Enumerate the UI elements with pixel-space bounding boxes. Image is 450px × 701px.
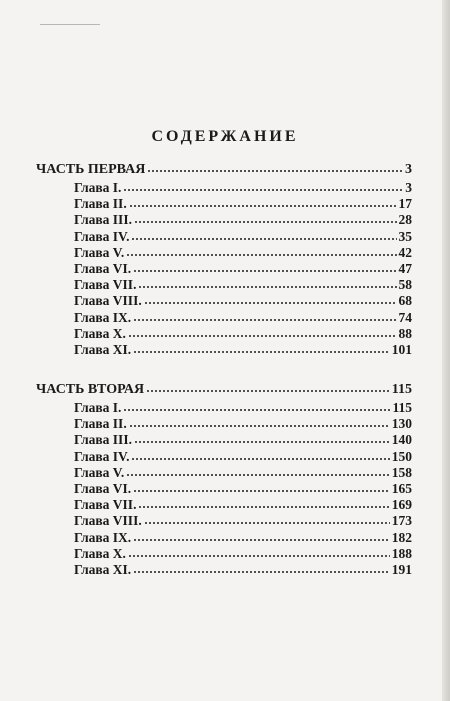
chapter-title: Глава VI. <box>74 260 132 276</box>
page-number: 188 <box>391 545 412 561</box>
toc-entry[interactable] <box>36 481 412 497</box>
toc-entry[interactable] <box>36 562 412 578</box>
chapter-title: Глава V. <box>74 464 125 480</box>
dot-leader <box>133 345 390 354</box>
chapter-title: Глава XI. <box>74 341 132 357</box>
dot-leader <box>144 516 390 525</box>
chapter-title: Глава III. <box>74 212 132 228</box>
dot-leader <box>133 264 396 273</box>
toc-entry[interactable] <box>36 245 412 261</box>
chapter-title: Глава IX. <box>74 309 132 325</box>
chapter-title: Глава VIII. <box>74 513 142 529</box>
page-number: 140 <box>391 432 412 448</box>
chapter-title: Глава VI. <box>74 481 132 496</box>
chapter-title: Глава VII. <box>74 497 137 513</box>
chapter-title: Глава IV. <box>74 228 130 244</box>
dot-leader <box>126 468 390 477</box>
chapter-title: Глава VIII. <box>74 293 142 309</box>
page-number: 58 <box>398 277 412 293</box>
page-number: 17 <box>398 196 412 212</box>
dot-leader <box>138 280 396 289</box>
dot-leader <box>133 484 390 493</box>
chapter-title: Глава I. <box>74 180 122 195</box>
page-number: 191 <box>391 561 412 577</box>
dot-leader <box>123 403 390 412</box>
page-number: 88 <box>398 325 412 341</box>
dot-leader <box>123 183 403 192</box>
dot-leader <box>147 164 403 173</box>
dot-leader <box>134 215 397 224</box>
dot-leader <box>131 232 396 241</box>
dot-leader <box>133 565 390 574</box>
toc-part-heading[interactable] <box>36 162 412 180</box>
chapter-title: Глава II. <box>74 196 127 212</box>
dot-leader <box>146 384 390 393</box>
page-number: 158 <box>391 464 412 480</box>
dot-leader <box>133 313 396 322</box>
dot-leader <box>126 248 396 257</box>
part-title: ЧАСТЬ ВТОРАЯ <box>36 382 145 398</box>
page-number: 115 <box>392 400 412 416</box>
dot-leader <box>128 549 390 558</box>
dot-leader <box>131 452 389 461</box>
chapter-title: Глава XI. <box>74 561 132 577</box>
toc-entry[interactable] <box>36 530 412 546</box>
toc-entry[interactable] <box>36 400 412 416</box>
page-number: 68 <box>398 293 412 309</box>
dot-leader <box>128 329 397 338</box>
part-title: ЧАСТЬ ПЕРВАЯ <box>36 162 146 177</box>
page-number: 150 <box>391 448 412 464</box>
page-number: 165 <box>391 481 412 496</box>
header-rule <box>40 24 100 25</box>
dot-leader <box>138 500 389 509</box>
toc-part-heading[interactable] <box>36 382 412 400</box>
toc-entry[interactable] <box>36 180 412 196</box>
toc-entry[interactable] <box>36 293 412 309</box>
chapter-title: Глава X. <box>74 545 126 561</box>
dot-leader <box>129 199 397 208</box>
page-number: 115 <box>391 382 412 398</box>
toc-entry[interactable] <box>36 465 412 481</box>
dot-leader <box>134 435 390 444</box>
chapter-title: Глава IV. <box>74 448 130 464</box>
toc-entry[interactable] <box>36 326 412 342</box>
toc-entry[interactable] <box>36 497 412 513</box>
toc-entry[interactable] <box>36 342 412 358</box>
chapter-title: Глава III. <box>74 432 132 448</box>
chapter-title: Глава X. <box>74 325 126 341</box>
dot-leader <box>133 533 390 542</box>
toc-entry[interactable] <box>36 432 412 448</box>
page-number: 182 <box>391 529 412 545</box>
dot-leader <box>129 419 390 428</box>
page-number: 35 <box>398 228 412 244</box>
toc-title: СОДЕРЖАНИЕ <box>151 128 299 145</box>
page-number: 169 <box>391 497 412 513</box>
page-number: 130 <box>391 416 412 432</box>
page-number: 74 <box>398 309 412 325</box>
page-number: 28 <box>398 212 412 228</box>
table-of-contents <box>36 162 412 602</box>
chapter-title: Глава IX. <box>74 529 132 545</box>
page-number: 47 <box>398 260 412 276</box>
chapter-title: Глава I. <box>74 400 122 416</box>
toc-entry[interactable] <box>36 546 412 562</box>
page-number: 3 <box>405 162 412 177</box>
toc-part-2 <box>36 382 412 578</box>
toc-entry[interactable] <box>36 277 412 293</box>
page-edge-shadow <box>442 0 450 701</box>
toc-part-1 <box>36 162 412 358</box>
page-number: 101 <box>391 341 412 357</box>
toc-entry[interactable] <box>36 261 412 277</box>
chapter-title: Глава II. <box>74 416 127 432</box>
chapter-title: Глава VII. <box>74 277 137 293</box>
page-number: 3 <box>405 180 412 195</box>
toc-entry[interactable] <box>36 449 412 465</box>
toc-entry[interactable] <box>36 513 412 529</box>
toc-entry[interactable] <box>36 310 412 326</box>
toc-entry[interactable] <box>36 229 412 245</box>
page-number: 173 <box>391 513 412 529</box>
toc-entry[interactable] <box>36 196 412 212</box>
toc-entry[interactable] <box>36 212 412 228</box>
toc-entry[interactable] <box>36 416 412 432</box>
page-number: 42 <box>398 244 412 260</box>
chapter-title: Глава V. <box>74 244 125 260</box>
dot-leader <box>144 296 397 305</box>
